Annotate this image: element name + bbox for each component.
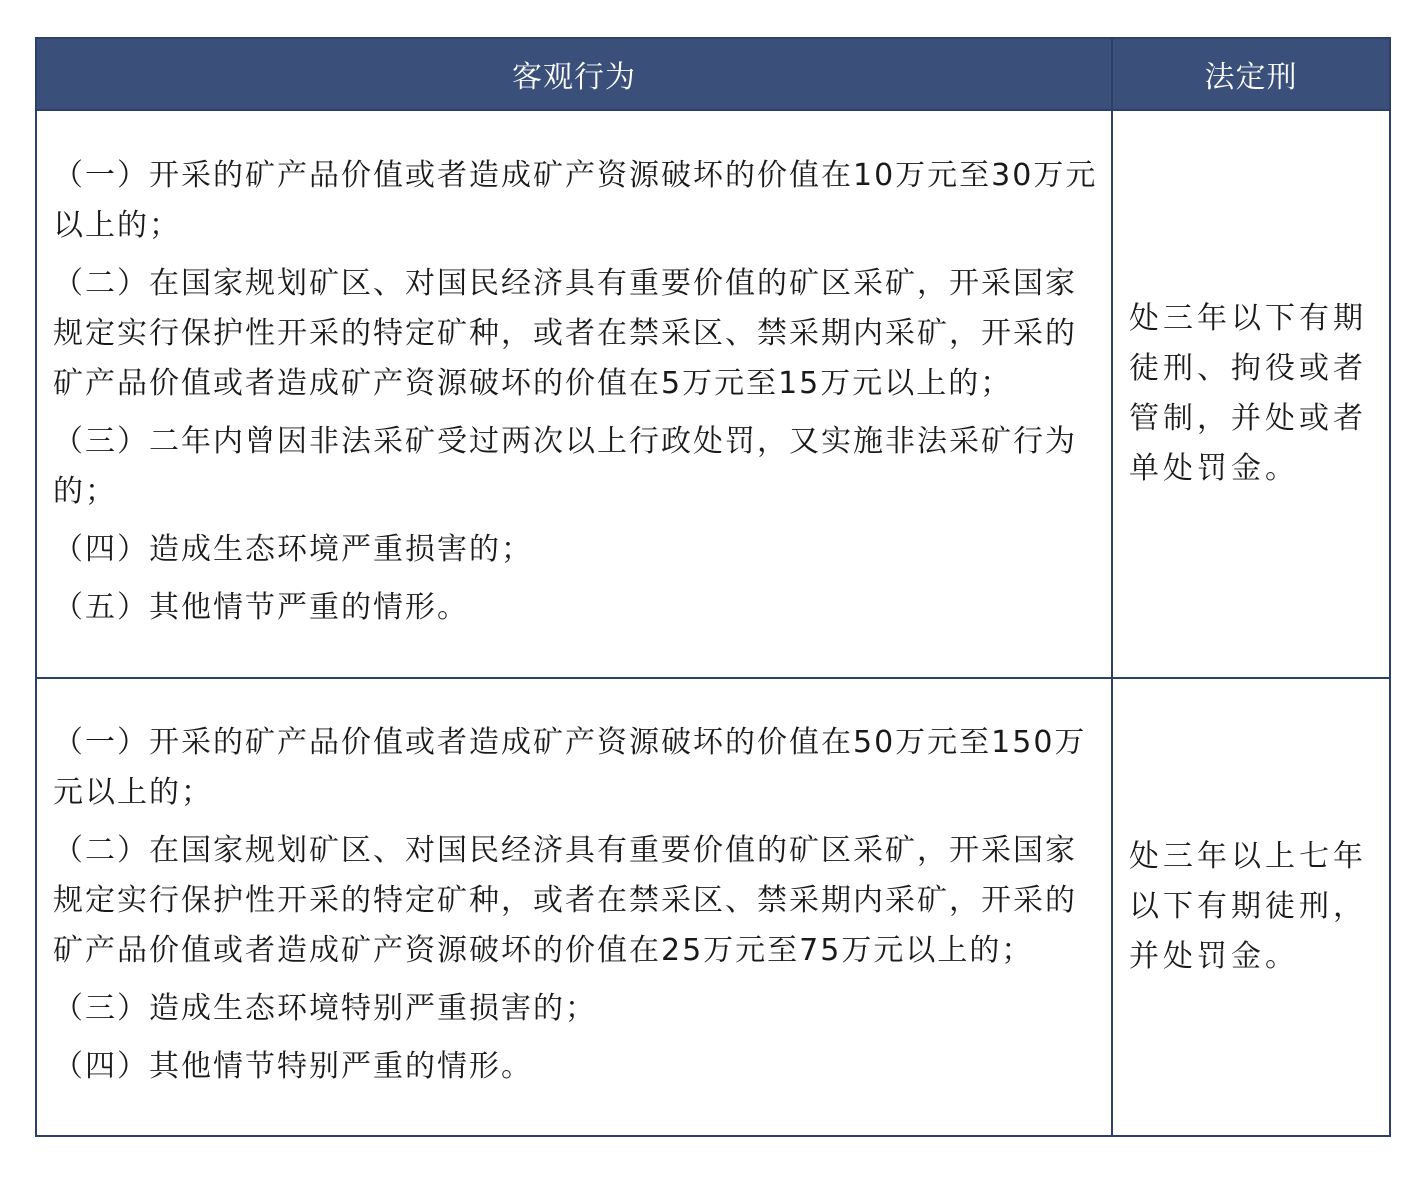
conditions-cell (36, 110, 1112, 678)
condition-item: （四）其他情节特别严重的情形。 (53, 1049, 533, 1084)
conditions-cell (36, 678, 1112, 1136)
condition-item: （一）开采的矿产品价值或者造成矿产资源破坏的价值在10万元至30万元以上的； (53, 158, 1098, 243)
condition-item: （一）开采的矿产品价值或者造成矿产资源破坏的价值在50万元至150万元以上的； (53, 725, 1087, 810)
header-statutory-penalty: 法定刑 (1112, 38, 1390, 110)
penalty-cell: 处三年以下有期徒刑、拘役或者管制，并处或者单处罚金。 (1112, 110, 1390, 678)
header-objective-behavior: 客观行为 (36, 38, 1112, 110)
table-header-row (36, 38, 1390, 110)
penalty-table (35, 37, 1391, 1137)
condition-item: （三）造成生态环境特别严重损害的； (53, 991, 597, 1026)
condition-item: （二）在国家规划矿区、对国民经济具有重要价值的矿区采矿，开采国家规定实行保护性开采的特定矿种，或者在禁采区、禁采期内采矿，开采的矿产品价值或者造成矿产资源破坏的价值在5万元至15万元以上的； (53, 266, 1077, 401)
condition-item: （四）造成生态环境严重损害的； (53, 532, 533, 567)
table-row (36, 678, 1390, 1136)
table-row (36, 110, 1390, 678)
condition-item: （二）在国家规划矿区、对国民经济具有重要价值的矿区采矿，开采国家规定实行保护性开采的特定矿种，或者在禁采区、禁采期内采矿，开采的矿产品价值或者造成矿产资源破坏的价值在25万元至75万元以上的； (53, 833, 1077, 968)
condition-item: （三）二年内曾因非法采矿受过两次以上行政处罚，又实施非法采矿行为的； (53, 424, 1077, 509)
penalty-cell: 处三年以上七年以下有期徒刑，并处罚金。 (1112, 678, 1390, 1136)
condition-item: （五）其他情节严重的情形。 (53, 590, 469, 625)
